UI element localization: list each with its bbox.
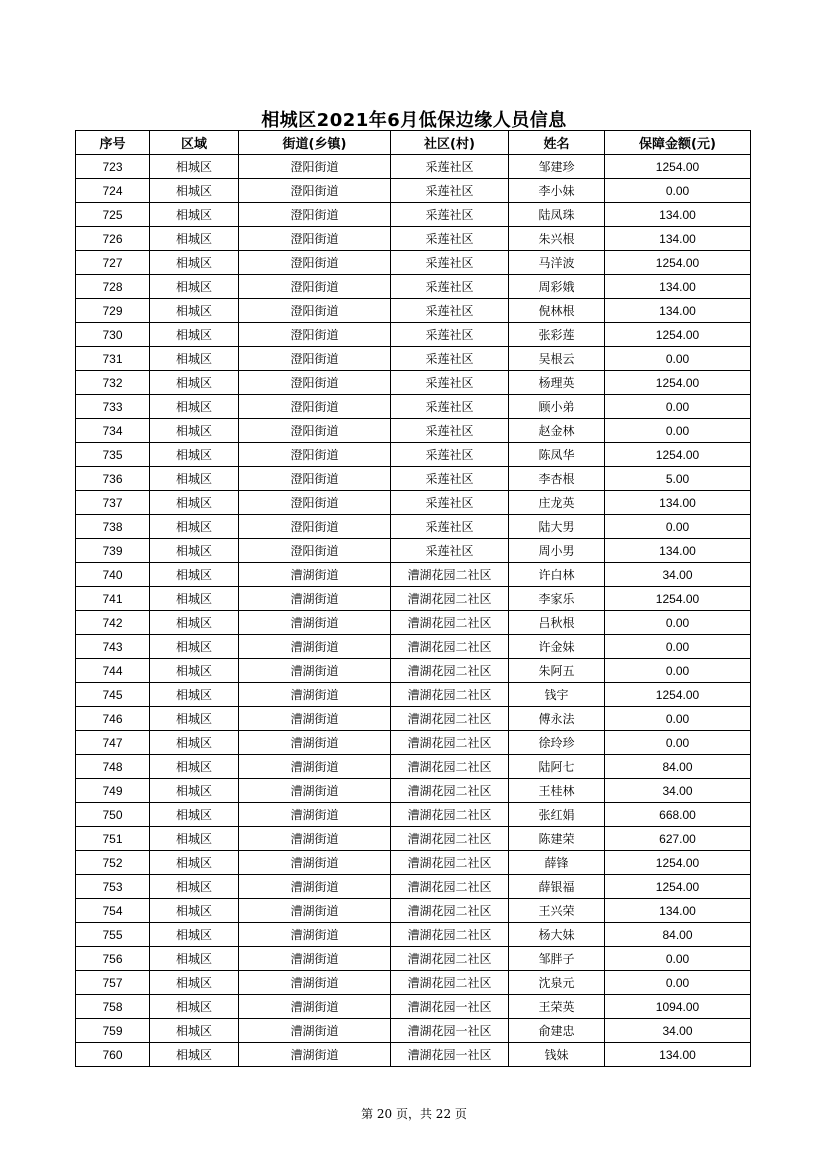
cell-index: 756 bbox=[76, 947, 150, 971]
cell-name: 马洋波 bbox=[509, 251, 605, 275]
cell-street: 澄阳街道 bbox=[239, 491, 391, 515]
cell-community: 漕湖花园二社区 bbox=[391, 947, 509, 971]
cell-name: 李杏根 bbox=[509, 467, 605, 491]
cell-community: 采莲社区 bbox=[391, 443, 509, 467]
cell-community: 漕湖花园二社区 bbox=[391, 779, 509, 803]
cell-index: 738 bbox=[76, 515, 150, 539]
cell-street: 澄阳街道 bbox=[239, 203, 391, 227]
cell-community: 采莲社区 bbox=[391, 299, 509, 323]
cell-name: 王桂林 bbox=[509, 779, 605, 803]
cell-district: 相城区 bbox=[150, 323, 239, 347]
cell-index: 749 bbox=[76, 779, 150, 803]
cell-street: 澄阳街道 bbox=[239, 443, 391, 467]
table-row bbox=[76, 299, 751, 323]
cell-district: 相城区 bbox=[150, 443, 239, 467]
cell-amount: 134.00 bbox=[605, 1043, 751, 1067]
cell-index: 755 bbox=[76, 923, 150, 947]
cell-name: 陆阿七 bbox=[509, 755, 605, 779]
cell-community: 漕湖花园二社区 bbox=[391, 635, 509, 659]
cell-name: 陈建荣 bbox=[509, 827, 605, 851]
cell-name: 陆凤珠 bbox=[509, 203, 605, 227]
cell-street: 漕湖街道 bbox=[239, 779, 391, 803]
cell-community: 漕湖花园一社区 bbox=[391, 995, 509, 1019]
cell-name: 许金妹 bbox=[509, 635, 605, 659]
cell-amount: 134.00 bbox=[605, 491, 751, 515]
table-row bbox=[76, 755, 751, 779]
cell-community: 漕湖花园二社区 bbox=[391, 563, 509, 587]
cell-community: 采莲社区 bbox=[391, 323, 509, 347]
document-title: 相城区2021年6月低保边缘人员信息 bbox=[261, 110, 567, 131]
cell-district: 相城区 bbox=[150, 491, 239, 515]
table-row bbox=[76, 803, 751, 827]
cell-community: 漕湖花园二社区 bbox=[391, 611, 509, 635]
cell-index: 744 bbox=[76, 659, 150, 683]
cell-index: 740 bbox=[76, 563, 150, 587]
cell-district: 相城区 bbox=[150, 227, 239, 251]
table-row bbox=[76, 659, 751, 683]
table-row bbox=[76, 875, 751, 899]
cell-amount: 1254.00 bbox=[605, 251, 751, 275]
cell-district: 相城区 bbox=[150, 635, 239, 659]
table-row bbox=[76, 251, 751, 275]
cell-index: 726 bbox=[76, 227, 150, 251]
cell-index: 728 bbox=[76, 275, 150, 299]
cell-street: 漕湖街道 bbox=[239, 899, 391, 923]
cell-name: 傅永法 bbox=[509, 707, 605, 731]
cell-street: 澄阳街道 bbox=[239, 179, 391, 203]
cell-name: 徐玲珍 bbox=[509, 731, 605, 755]
cell-index: 730 bbox=[76, 323, 150, 347]
cell-community: 采莲社区 bbox=[391, 419, 509, 443]
cell-community: 采莲社区 bbox=[391, 395, 509, 419]
cell-street: 漕湖街道 bbox=[239, 635, 391, 659]
cell-community: 采莲社区 bbox=[391, 203, 509, 227]
cell-street: 澄阳街道 bbox=[239, 155, 391, 179]
cell-amount: 1254.00 bbox=[605, 875, 751, 899]
cell-name: 薛银福 bbox=[509, 875, 605, 899]
cell-community: 漕湖花园二社区 bbox=[391, 587, 509, 611]
cell-amount: 84.00 bbox=[605, 755, 751, 779]
table-row bbox=[76, 467, 751, 491]
cell-index: 737 bbox=[76, 491, 150, 515]
table-row bbox=[76, 203, 751, 227]
table-row bbox=[76, 395, 751, 419]
cell-amount: 668.00 bbox=[605, 803, 751, 827]
cell-street: 漕湖街道 bbox=[239, 971, 391, 995]
cell-district: 相城区 bbox=[150, 923, 239, 947]
table-row bbox=[76, 227, 751, 251]
cell-street: 澄阳街道 bbox=[239, 419, 391, 443]
cell-name: 周彩娥 bbox=[509, 275, 605, 299]
cell-community: 漕湖花园一社区 bbox=[391, 1043, 509, 1067]
table-row bbox=[76, 155, 751, 179]
cell-community: 采莲社区 bbox=[391, 467, 509, 491]
cell-street: 漕湖街道 bbox=[239, 1019, 391, 1043]
cell-name: 吕秋根 bbox=[509, 611, 605, 635]
table-row bbox=[76, 707, 751, 731]
cell-amount: 5.00 bbox=[605, 467, 751, 491]
cell-street: 漕湖街道 bbox=[239, 611, 391, 635]
cell-name: 李小妹 bbox=[509, 179, 605, 203]
cell-community: 采莲社区 bbox=[391, 275, 509, 299]
cell-street: 漕湖街道 bbox=[239, 947, 391, 971]
cell-community: 漕湖花园二社区 bbox=[391, 803, 509, 827]
cell-district: 相城区 bbox=[150, 779, 239, 803]
cell-community: 采莲社区 bbox=[391, 347, 509, 371]
column-header-community: 社区(村) bbox=[391, 131, 509, 155]
cell-district: 相城区 bbox=[150, 995, 239, 1019]
cell-district: 相城区 bbox=[150, 971, 239, 995]
cell-amount: 1254.00 bbox=[605, 683, 751, 707]
cell-district: 相城区 bbox=[150, 275, 239, 299]
cell-amount: 0.00 bbox=[605, 971, 751, 995]
cell-index: 743 bbox=[76, 635, 150, 659]
cell-community: 漕湖花园二社区 bbox=[391, 659, 509, 683]
cell-name: 俞建忠 bbox=[509, 1019, 605, 1043]
cell-index: 725 bbox=[76, 203, 150, 227]
cell-community: 漕湖花园二社区 bbox=[391, 971, 509, 995]
cell-street: 漕湖街道 bbox=[239, 587, 391, 611]
cell-community: 漕湖花园二社区 bbox=[391, 899, 509, 923]
table-row bbox=[76, 587, 751, 611]
cell-amount: 0.00 bbox=[605, 947, 751, 971]
cell-community: 漕湖花园二社区 bbox=[391, 851, 509, 875]
cell-district: 相城区 bbox=[150, 563, 239, 587]
cell-amount: 1254.00 bbox=[605, 155, 751, 179]
cell-name: 许白林 bbox=[509, 563, 605, 587]
table-row bbox=[76, 611, 751, 635]
table-row bbox=[76, 419, 751, 443]
cell-index: 745 bbox=[76, 683, 150, 707]
cell-street: 漕湖街道 bbox=[239, 851, 391, 875]
cell-district: 相城区 bbox=[150, 611, 239, 635]
cell-district: 相城区 bbox=[150, 683, 239, 707]
cell-district: 相城区 bbox=[150, 851, 239, 875]
cell-community: 采莲社区 bbox=[391, 251, 509, 275]
cell-amount: 1254.00 bbox=[605, 443, 751, 467]
cell-district: 相城区 bbox=[150, 251, 239, 275]
cell-district: 相城区 bbox=[150, 827, 239, 851]
cell-street: 澄阳街道 bbox=[239, 323, 391, 347]
cell-amount: 134.00 bbox=[605, 539, 751, 563]
cell-amount: 0.00 bbox=[605, 395, 751, 419]
cell-street: 澄阳街道 bbox=[239, 347, 391, 371]
cell-name: 钱宇 bbox=[509, 683, 605, 707]
cell-name: 张彩莲 bbox=[509, 323, 605, 347]
table-row bbox=[76, 323, 751, 347]
cell-amount: 0.00 bbox=[605, 419, 751, 443]
cell-index: 727 bbox=[76, 251, 150, 275]
cell-district: 相城区 bbox=[150, 659, 239, 683]
table-row bbox=[76, 971, 751, 995]
table-row bbox=[76, 923, 751, 947]
table-header-row bbox=[76, 131, 751, 155]
cell-district: 相城区 bbox=[150, 347, 239, 371]
table-row bbox=[76, 515, 751, 539]
cell-community: 漕湖花园二社区 bbox=[391, 707, 509, 731]
column-header-street: 街道(乡镇) bbox=[239, 131, 391, 155]
cell-index: 733 bbox=[76, 395, 150, 419]
cell-name: 陈凤华 bbox=[509, 443, 605, 467]
cell-street: 漕湖街道 bbox=[239, 731, 391, 755]
cell-community: 漕湖花园二社区 bbox=[391, 827, 509, 851]
table-row bbox=[76, 347, 751, 371]
table-row bbox=[76, 371, 751, 395]
cell-district: 相城区 bbox=[150, 467, 239, 491]
roster-body bbox=[76, 155, 751, 1067]
cell-name: 杨大妹 bbox=[509, 923, 605, 947]
cell-street: 漕湖街道 bbox=[239, 995, 391, 1019]
cell-index: 759 bbox=[76, 1019, 150, 1043]
table-row bbox=[76, 827, 751, 851]
cell-index: 751 bbox=[76, 827, 150, 851]
cell-index: 734 bbox=[76, 419, 150, 443]
column-header-name: 姓名 bbox=[509, 131, 605, 155]
table-row bbox=[76, 731, 751, 755]
cell-street: 漕湖街道 bbox=[239, 803, 391, 827]
cell-street: 漕湖街道 bbox=[239, 755, 391, 779]
cell-amount: 0.00 bbox=[605, 635, 751, 659]
cell-index: 741 bbox=[76, 587, 150, 611]
table-row bbox=[76, 1043, 751, 1067]
table-row bbox=[76, 275, 751, 299]
cell-amount: 0.00 bbox=[605, 611, 751, 635]
cell-index: 724 bbox=[76, 179, 150, 203]
cell-amount: 34.00 bbox=[605, 779, 751, 803]
table-row bbox=[76, 179, 751, 203]
cell-amount: 0.00 bbox=[605, 707, 751, 731]
cell-street: 漕湖街道 bbox=[239, 875, 391, 899]
cell-community: 采莲社区 bbox=[391, 515, 509, 539]
cell-name: 周小男 bbox=[509, 539, 605, 563]
cell-name: 钱妹 bbox=[509, 1043, 605, 1067]
cell-amount: 134.00 bbox=[605, 899, 751, 923]
cell-index: 748 bbox=[76, 755, 150, 779]
table-row bbox=[76, 947, 751, 971]
cell-index: 742 bbox=[76, 611, 150, 635]
table-row bbox=[76, 563, 751, 587]
cell-amount: 1094.00 bbox=[605, 995, 751, 1019]
cell-name: 朱兴根 bbox=[509, 227, 605, 251]
cell-community: 采莲社区 bbox=[391, 155, 509, 179]
cell-street: 澄阳街道 bbox=[239, 467, 391, 491]
cell-name: 赵金林 bbox=[509, 419, 605, 443]
cell-amount: 34.00 bbox=[605, 563, 751, 587]
cell-district: 相城区 bbox=[150, 587, 239, 611]
cell-index: 758 bbox=[76, 995, 150, 1019]
cell-amount: 84.00 bbox=[605, 923, 751, 947]
cell-name: 陆大男 bbox=[509, 515, 605, 539]
cell-amount: 34.00 bbox=[605, 1019, 751, 1043]
cell-name: 邹胖子 bbox=[509, 947, 605, 971]
cell-community: 漕湖花园二社区 bbox=[391, 683, 509, 707]
cell-name: 王兴荣 bbox=[509, 899, 605, 923]
cell-street: 漕湖街道 bbox=[239, 923, 391, 947]
cell-district: 相城区 bbox=[150, 203, 239, 227]
cell-street: 澄阳街道 bbox=[239, 515, 391, 539]
table-row bbox=[76, 443, 751, 467]
cell-community: 采莲社区 bbox=[391, 371, 509, 395]
cell-district: 相城区 bbox=[150, 755, 239, 779]
cell-index: 736 bbox=[76, 467, 150, 491]
cell-name: 顾小弟 bbox=[509, 395, 605, 419]
cell-district: 相城区 bbox=[150, 875, 239, 899]
table-row bbox=[76, 995, 751, 1019]
cell-index: 723 bbox=[76, 155, 150, 179]
cell-district: 相城区 bbox=[150, 539, 239, 563]
column-header-district: 区域 bbox=[150, 131, 239, 155]
table-row bbox=[76, 851, 751, 875]
cell-amount: 1254.00 bbox=[605, 587, 751, 611]
cell-street: 漕湖街道 bbox=[239, 659, 391, 683]
cell-street: 漕湖街道 bbox=[239, 683, 391, 707]
cell-amount: 0.00 bbox=[605, 179, 751, 203]
cell-amount: 1254.00 bbox=[605, 851, 751, 875]
cell-index: 732 bbox=[76, 371, 150, 395]
cell-index: 757 bbox=[76, 971, 150, 995]
table-row bbox=[76, 899, 751, 923]
cell-index: 750 bbox=[76, 803, 150, 827]
cell-district: 相城区 bbox=[150, 371, 239, 395]
cell-community: 采莲社区 bbox=[391, 179, 509, 203]
cell-index: 754 bbox=[76, 899, 150, 923]
cell-street: 漕湖街道 bbox=[239, 563, 391, 587]
cell-amount: 0.00 bbox=[605, 659, 751, 683]
cell-district: 相城区 bbox=[150, 155, 239, 179]
cell-community: 漕湖花园二社区 bbox=[391, 923, 509, 947]
cell-district: 相城区 bbox=[150, 1043, 239, 1067]
cell-name: 邹建珍 bbox=[509, 155, 605, 179]
cell-street: 澄阳街道 bbox=[239, 299, 391, 323]
table-row bbox=[76, 779, 751, 803]
cell-name: 吴根云 bbox=[509, 347, 605, 371]
cell-amount: 0.00 bbox=[605, 347, 751, 371]
table-row bbox=[76, 491, 751, 515]
cell-community: 漕湖花园一社区 bbox=[391, 1019, 509, 1043]
cell-index: 735 bbox=[76, 443, 150, 467]
cell-index: 746 bbox=[76, 707, 150, 731]
cell-name: 张红娟 bbox=[509, 803, 605, 827]
table-row bbox=[76, 539, 751, 563]
cell-index: 752 bbox=[76, 851, 150, 875]
table-row bbox=[76, 683, 751, 707]
cell-index: 739 bbox=[76, 539, 150, 563]
table-row bbox=[76, 1019, 751, 1043]
cell-community: 漕湖花园二社区 bbox=[391, 755, 509, 779]
page-footer: 第 20 页，共 22 页 bbox=[361, 1107, 467, 1121]
cell-index: 729 bbox=[76, 299, 150, 323]
cell-district: 相城区 bbox=[150, 299, 239, 323]
cell-index: 753 bbox=[76, 875, 150, 899]
cell-amount: 0.00 bbox=[605, 731, 751, 755]
column-header-index: 序号 bbox=[76, 131, 150, 155]
cell-district: 相城区 bbox=[150, 899, 239, 923]
cell-district: 相城区 bbox=[150, 707, 239, 731]
cell-index: 760 bbox=[76, 1043, 150, 1067]
cell-street: 澄阳街道 bbox=[239, 539, 391, 563]
cell-name: 王荣英 bbox=[509, 995, 605, 1019]
cell-name: 薛锋 bbox=[509, 851, 605, 875]
cell-name: 庄龙英 bbox=[509, 491, 605, 515]
cell-street: 澄阳街道 bbox=[239, 251, 391, 275]
cell-street: 澄阳街道 bbox=[239, 227, 391, 251]
cell-community: 采莲社区 bbox=[391, 539, 509, 563]
cell-district: 相城区 bbox=[150, 803, 239, 827]
cell-amount: 134.00 bbox=[605, 203, 751, 227]
cell-name: 沈泉元 bbox=[509, 971, 605, 995]
roster-table bbox=[75, 130, 751, 1067]
cell-district: 相城区 bbox=[150, 419, 239, 443]
cell-amount: 134.00 bbox=[605, 227, 751, 251]
cell-amount: 134.00 bbox=[605, 299, 751, 323]
cell-district: 相城区 bbox=[150, 515, 239, 539]
cell-district: 相城区 bbox=[150, 947, 239, 971]
cell-street: 澄阳街道 bbox=[239, 275, 391, 299]
cell-name: 李家乐 bbox=[509, 587, 605, 611]
cell-index: 747 bbox=[76, 731, 150, 755]
cell-name: 杨理英 bbox=[509, 371, 605, 395]
column-header-amount: 保障金额(元) bbox=[605, 131, 751, 155]
cell-amount: 134.00 bbox=[605, 275, 751, 299]
cell-community: 漕湖花园二社区 bbox=[391, 875, 509, 899]
cell-amount: 0.00 bbox=[605, 515, 751, 539]
cell-amount: 627.00 bbox=[605, 827, 751, 851]
cell-name: 朱阿五 bbox=[509, 659, 605, 683]
table-row bbox=[76, 635, 751, 659]
cell-district: 相城区 bbox=[150, 395, 239, 419]
cell-district: 相城区 bbox=[150, 179, 239, 203]
cell-index: 731 bbox=[76, 347, 150, 371]
cell-amount: 1254.00 bbox=[605, 323, 751, 347]
cell-community: 漕湖花园二社区 bbox=[391, 731, 509, 755]
cell-street: 澄阳街道 bbox=[239, 371, 391, 395]
cell-community: 采莲社区 bbox=[391, 491, 509, 515]
cell-district: 相城区 bbox=[150, 731, 239, 755]
cell-street: 澄阳街道 bbox=[239, 395, 391, 419]
cell-name: 倪林根 bbox=[509, 299, 605, 323]
cell-amount: 1254.00 bbox=[605, 371, 751, 395]
cell-community: 采莲社区 bbox=[391, 227, 509, 251]
cell-street: 漕湖街道 bbox=[239, 827, 391, 851]
cell-district: 相城区 bbox=[150, 1019, 239, 1043]
cell-street: 漕湖街道 bbox=[239, 1043, 391, 1067]
cell-street: 漕湖街道 bbox=[239, 707, 391, 731]
